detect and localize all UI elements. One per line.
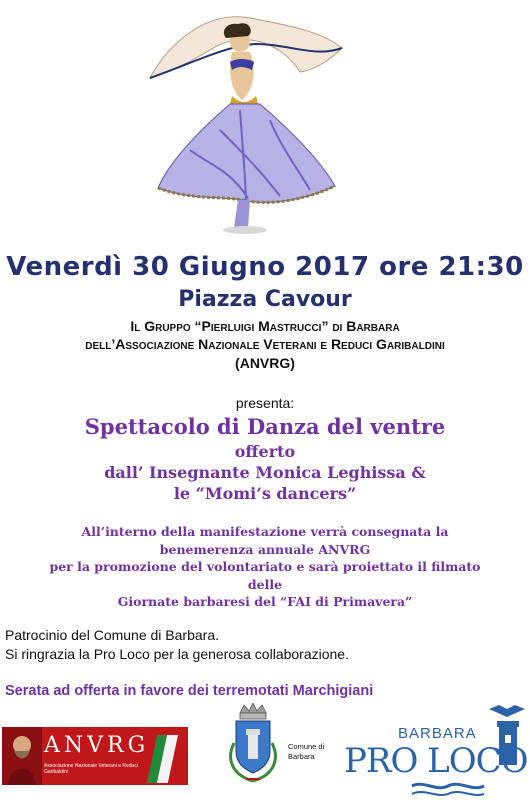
- show-title: Spettacolo di Danza del ventre: [84, 414, 446, 439]
- presenta-label: presenta:: [235, 395, 295, 411]
- notice-line-4: delle: [247, 576, 283, 592]
- notice-line-1: All’interno della manifestazione verrà consegnata la: [81, 524, 449, 539]
- notice-line-2: benemerenza annuale ANVRG: [159, 541, 371, 557]
- proloco-name: PRO LOCO: [344, 741, 528, 781]
- comune-coat-of-arms-icon: [222, 703, 284, 783]
- notice-line-3: per la promozione del volontariato e sarà proiettato il filmato: [49, 559, 481, 574]
- serata-text: Serata ad offerta in favore dei terremotati Marchigiani: [5, 683, 374, 699]
- comune-label-2: Barbara: [288, 752, 315, 761]
- notice-line-5: Giornate barbaresi del “FAI di Primavera”: [117, 594, 413, 609]
- patronage-text: Patrocinio del Comune di Barbara.: [5, 627, 220, 643]
- organizer-line-3: (ANVRG): [235, 355, 295, 371]
- thanks-text: Si ringrazia la Pro Loco per la generosa collaborazione.: [5, 646, 349, 662]
- show-dancers: le “Momi’s dancers”: [173, 484, 357, 503]
- notice-block: [0, 523, 530, 611]
- comune-label-1: Comune di: [288, 742, 325, 751]
- anvrg-logo-subtitle: Associazione Nazionale Veterani e Reduci Garibaldini: [44, 763, 138, 775]
- proloco-waves-icon: [410, 778, 486, 798]
- anvrg-logo: [2, 727, 188, 785]
- garibaldi-portrait-icon: [2, 727, 42, 785]
- proloco-town: BARBARA: [398, 725, 477, 742]
- show-teacher: dall’ Insegnante Monica Leghissa &: [104, 463, 426, 482]
- organizer-line-2: dell’Associazione Nazionale Veterani e Reduci Garibaldini: [85, 336, 445, 352]
- organizer-line-1: Il Gruppo “Pierluigi Mastrucci” di Barbara: [130, 318, 400, 334]
- event-place: Piazza Cavour: [178, 287, 352, 312]
- italian-flag-icon: [147, 735, 188, 783]
- belly-dancer-illustration: [130, 0, 360, 235]
- event-date-time: Venerdì 30 Giugno 2017 ore 21:30: [6, 252, 524, 282]
- show-offered: offerto: [234, 442, 296, 461]
- anvrg-logo-text: ANVRG: [44, 733, 150, 758]
